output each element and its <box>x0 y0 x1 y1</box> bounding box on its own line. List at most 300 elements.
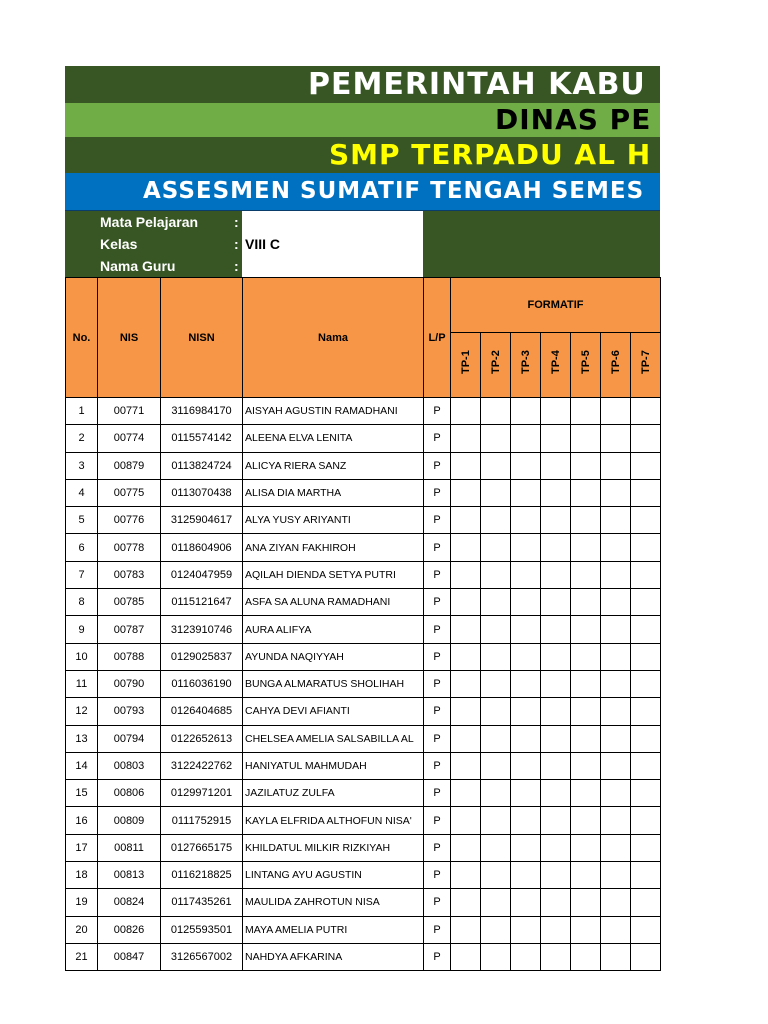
cell-no[interactable]: 18 <box>66 862 98 889</box>
cell-nisn[interactable]: 0118604906 <box>161 534 243 561</box>
cell-tp-1[interactable] <box>451 507 481 534</box>
cell-nama[interactable]: AQILAH DIENDA SETYA PUTRI <box>243 561 424 588</box>
cell-tp-1[interactable] <box>451 398 481 425</box>
cell-tp-1[interactable] <box>451 889 481 916</box>
cell-tp-5[interactable] <box>571 534 601 561</box>
cell-tp-7[interactable] <box>631 807 661 834</box>
cell-nis[interactable]: 00787 <box>98 616 161 643</box>
cell-tp-5[interactable] <box>571 398 601 425</box>
cell-tp-2[interactable] <box>481 834 511 861</box>
cell-tp-6[interactable] <box>601 943 631 970</box>
cell-tp-6[interactable] <box>601 698 631 725</box>
cell-tp-4[interactable] <box>541 398 571 425</box>
cell-nisn[interactable]: 0117435261 <box>161 889 243 916</box>
cell-nisn[interactable]: 3116984170 <box>161 398 243 425</box>
cell-tp-2[interactable] <box>481 452 511 479</box>
cell-tp-5[interactable] <box>571 616 601 643</box>
cell-no[interactable]: 11 <box>66 670 98 697</box>
cell-nisn[interactable]: 0125593501 <box>161 916 243 943</box>
cell-tp-5[interactable] <box>571 643 601 670</box>
cell-nama[interactable]: MAYA AMELIA PUTRI <box>243 916 424 943</box>
cell-tp-4[interactable] <box>541 589 571 616</box>
table-row <box>66 670 661 697</box>
cell-tp-6[interactable] <box>601 670 631 697</box>
mapel-label: Mata Pelajaran <box>100 214 199 230</box>
cell-tp-7[interactable] <box>631 834 661 861</box>
cell-lp[interactable]: P <box>424 507 451 534</box>
cell-tp-7[interactable] <box>631 534 661 561</box>
cell-nis[interactable]: 00803 <box>98 752 161 779</box>
cell-lp[interactable]: P <box>424 670 451 697</box>
cell-lp[interactable]: P <box>424 452 451 479</box>
cell-nis[interactable]: 00774 <box>98 425 161 452</box>
cell-nama[interactable]: ALEENA ELVA LENITA <box>243 425 424 452</box>
cell-tp-7[interactable] <box>631 916 661 943</box>
cell-tp-1[interactable] <box>451 834 481 861</box>
cell-tp-1[interactable] <box>451 862 481 889</box>
header-tp-4 <box>541 333 571 398</box>
cell-tp-5[interactable] <box>571 834 601 861</box>
header-tp-label: TP-5 <box>579 350 592 374</box>
cell-tp-5[interactable] <box>571 670 601 697</box>
cell-nama[interactable]: ALICYA RIERA SANZ <box>243 452 424 479</box>
cell-tp-6[interactable] <box>601 561 631 588</box>
cell-lp[interactable]: P <box>424 752 451 779</box>
table-row <box>66 889 661 916</box>
header-tp-7 <box>631 333 661 398</box>
cell-nama[interactable]: BUNGA ALMARATUS SHOLIHAH <box>243 670 424 697</box>
cell-tp-2[interactable] <box>481 425 511 452</box>
cell-no[interactable]: 19 <box>66 889 98 916</box>
cell-tp-5[interactable] <box>571 807 601 834</box>
cell-no[interactable]: 3 <box>66 452 98 479</box>
cell-tp-7[interactable] <box>631 780 661 807</box>
cell-tp-6[interactable] <box>601 780 631 807</box>
cell-nama[interactable]: ALYA YUSY ARIYANTI <box>243 507 424 534</box>
cell-nis[interactable]: 00778 <box>98 534 161 561</box>
cell-tp-6[interactable] <box>601 452 631 479</box>
cell-tp-5[interactable] <box>571 425 601 452</box>
cell-nis[interactable]: 00806 <box>98 780 161 807</box>
cell-nisn[interactable]: 0113824724 <box>161 452 243 479</box>
cell-tp-5[interactable] <box>571 752 601 779</box>
cell-lp[interactable]: P <box>424 479 451 506</box>
header-tp-label: TP-2 <box>489 350 502 374</box>
student-rows <box>66 398 661 971</box>
cell-tp-2[interactable] <box>481 670 511 697</box>
cell-tp-1[interactable] <box>451 643 481 670</box>
cell-tp-2[interactable] <box>481 398 511 425</box>
cell-nis[interactable]: 00879 <box>98 452 161 479</box>
cell-lp[interactable]: P <box>424 698 451 725</box>
cell-tp-3[interactable] <box>511 807 541 834</box>
cell-tp-5[interactable] <box>571 698 601 725</box>
cell-no[interactable]: 21 <box>66 943 98 970</box>
cell-tp-7[interactable] <box>631 643 661 670</box>
cell-tp-1[interactable] <box>451 752 481 779</box>
cell-no[interactable]: 7 <box>66 561 98 588</box>
score-sheet <box>65 66 660 971</box>
title-government: PEMERINTAH KABU <box>308 67 646 102</box>
header-tp-3 <box>511 333 541 398</box>
cell-tp-5[interactable] <box>571 479 601 506</box>
cell-tp-1[interactable] <box>451 916 481 943</box>
title-government-band <box>65 66 660 103</box>
title-department-band <box>65 103 660 137</box>
cell-tp-2[interactable] <box>481 780 511 807</box>
cell-tp-3[interactable] <box>511 889 541 916</box>
cell-no[interactable]: 17 <box>66 834 98 861</box>
table-row <box>66 698 661 725</box>
cell-nama[interactable]: AYUNDA NAQIYYAH <box>243 643 424 670</box>
guru-colon: : <box>234 258 239 274</box>
cell-nis[interactable]: 00809 <box>98 807 161 834</box>
cell-tp-6[interactable] <box>601 725 631 752</box>
cell-tp-4[interactable] <box>541 561 571 588</box>
student-table <box>65 277 661 971</box>
cell-no[interactable]: 4 <box>66 479 98 506</box>
cell-tp-3[interactable] <box>511 452 541 479</box>
table-row <box>66 425 661 452</box>
cell-nis[interactable]: 00824 <box>98 889 161 916</box>
cell-nama[interactable]: NAHDYA AFKARINA <box>243 943 424 970</box>
table-row <box>66 834 661 861</box>
header-nis: NIS <box>98 278 161 398</box>
cell-nama[interactable]: CAHYA DEVI AFIANTI <box>243 698 424 725</box>
cell-tp-3[interactable] <box>511 725 541 752</box>
cell-tp-7[interactable] <box>631 752 661 779</box>
cell-tp-4[interactable] <box>541 807 571 834</box>
header-tp-label: TP-1 <box>459 350 472 374</box>
cell-tp-3[interactable] <box>511 616 541 643</box>
cell-nama[interactable]: MAULIDA ZAHROTUN NISA <box>243 889 424 916</box>
cell-nisn[interactable]: 0124047959 <box>161 561 243 588</box>
cell-nis[interactable]: 00775 <box>98 479 161 506</box>
cell-nama[interactable]: JAZILATUZ ZULFA <box>243 780 424 807</box>
cell-nisn[interactable]: 0116036190 <box>161 670 243 697</box>
cell-lp[interactable]: P <box>424 862 451 889</box>
header-tp-label: TP-7 <box>639 350 652 374</box>
cell-lp[interactable]: P <box>424 616 451 643</box>
cell-tp-2[interactable] <box>481 807 511 834</box>
cell-no[interactable]: 2 <box>66 425 98 452</box>
cell-nis[interactable]: 00776 <box>98 507 161 534</box>
cell-nama[interactable]: AURA ALIFYA <box>243 616 424 643</box>
cell-tp-3[interactable] <box>511 698 541 725</box>
cell-nisn[interactable]: 0122652613 <box>161 725 243 752</box>
cell-tp-1[interactable] <box>451 943 481 970</box>
cell-tp-5[interactable] <box>571 725 601 752</box>
cell-tp-3[interactable] <box>511 425 541 452</box>
cell-nama[interactable]: HANIYATUL MAHMUDAH <box>243 752 424 779</box>
cell-nisn[interactable]: 0111752915 <box>161 807 243 834</box>
cell-tp-4[interactable] <box>541 698 571 725</box>
cell-tp-5[interactable] <box>571 916 601 943</box>
cell-nama[interactable]: ASFA SA ALUNA RAMADHANI <box>243 589 424 616</box>
cell-tp-2[interactable] <box>481 589 511 616</box>
cell-tp-6[interactable] <box>601 807 631 834</box>
table-row <box>66 725 661 752</box>
cell-tp-4[interactable] <box>541 479 571 506</box>
cell-tp-4[interactable] <box>541 780 571 807</box>
table-row <box>66 507 661 534</box>
cell-tp-7[interactable] <box>631 616 661 643</box>
cell-tp-4[interactable] <box>541 752 571 779</box>
cell-tp-2[interactable] <box>481 862 511 889</box>
cell-nisn[interactable]: 3122422762 <box>161 752 243 779</box>
cell-tp-4[interactable] <box>541 862 571 889</box>
cell-nis[interactable]: 00826 <box>98 916 161 943</box>
cell-tp-7[interactable] <box>631 862 661 889</box>
cell-tp-2[interactable] <box>481 479 511 506</box>
cell-tp-4[interactable] <box>541 534 571 561</box>
mapel-colon: : <box>234 214 239 230</box>
header-tp-6 <box>601 333 631 398</box>
cell-tp-3[interactable] <box>511 561 541 588</box>
cell-tp-5[interactable] <box>571 780 601 807</box>
cell-lp[interactable]: P <box>424 534 451 561</box>
table-row <box>66 643 661 670</box>
cell-tp-3[interactable] <box>511 643 541 670</box>
cell-tp-7[interactable] <box>631 507 661 534</box>
cell-nis[interactable]: 00788 <box>98 643 161 670</box>
cell-tp-2[interactable] <box>481 698 511 725</box>
cell-lp[interactable]: P <box>424 725 451 752</box>
cell-nisn[interactable]: 0127665175 <box>161 834 243 861</box>
cell-tp-6[interactable] <box>601 862 631 889</box>
cell-nisn[interactable]: 0126404685 <box>161 698 243 725</box>
cell-lp[interactable]: P <box>424 425 451 452</box>
cell-tp-1[interactable] <box>451 479 481 506</box>
cell-tp-7[interactable] <box>631 889 661 916</box>
cell-tp-4[interactable] <box>541 425 571 452</box>
cell-tp-1[interactable] <box>451 425 481 452</box>
cell-tp-7[interactable] <box>631 698 661 725</box>
cell-no[interactable]: 6 <box>66 534 98 561</box>
cell-nisn[interactable]: 0113070438 <box>161 479 243 506</box>
cell-tp-3[interactable] <box>511 916 541 943</box>
cell-tp-3[interactable] <box>511 507 541 534</box>
cell-tp-1[interactable] <box>451 561 481 588</box>
header-nisn: NISN <box>161 278 243 398</box>
cell-tp-2[interactable] <box>481 916 511 943</box>
cell-tp-1[interactable] <box>451 589 481 616</box>
title-school-band <box>65 137 660 173</box>
title-assessment-band <box>65 173 660 211</box>
cell-nama[interactable]: AISYAH AGUSTIN RAMADHANI <box>243 398 424 425</box>
cell-tp-3[interactable] <box>511 862 541 889</box>
cell-tp-6[interactable] <box>601 425 631 452</box>
cell-nis[interactable]: 00783 <box>98 561 161 588</box>
cell-lp[interactable]: P <box>424 916 451 943</box>
cell-nama[interactable]: CHELSEA AMELIA SALSABILLA AL <box>243 725 424 752</box>
cell-tp-7[interactable] <box>631 943 661 970</box>
cell-tp-5[interactable] <box>571 889 601 916</box>
cell-tp-6[interactable] <box>601 643 631 670</box>
cell-tp-4[interactable] <box>541 507 571 534</box>
cell-tp-1[interactable] <box>451 534 481 561</box>
cell-tp-7[interactable] <box>631 725 661 752</box>
kelas-value[interactable]: VIII C <box>245 236 281 252</box>
header-tp-label: TP-3 <box>519 350 532 374</box>
cell-nis[interactable]: 00790 <box>98 670 161 697</box>
cell-tp-7[interactable] <box>631 479 661 506</box>
cell-no[interactable]: 8 <box>66 589 98 616</box>
cell-no[interactable]: 15 <box>66 780 98 807</box>
cell-tp-7[interactable] <box>631 452 661 479</box>
cell-tp-1[interactable] <box>451 452 481 479</box>
cell-tp-3[interactable] <box>511 398 541 425</box>
cell-nisn[interactable]: 0115121647 <box>161 589 243 616</box>
cell-tp-2[interactable] <box>481 943 511 970</box>
cell-no[interactable]: 1 <box>66 398 98 425</box>
cell-nama[interactable]: LINTANG AYU AGUSTIN <box>243 862 424 889</box>
table-row <box>66 780 661 807</box>
cell-tp-4[interactable] <box>541 670 571 697</box>
cell-tp-7[interactable] <box>631 561 661 588</box>
cell-tp-2[interactable] <box>481 561 511 588</box>
table-row <box>66 943 661 970</box>
header-tp-2 <box>481 333 511 398</box>
table-row <box>66 807 661 834</box>
cell-tp-4[interactable] <box>541 943 571 970</box>
cell-no[interactable]: 5 <box>66 507 98 534</box>
cell-tp-3[interactable] <box>511 752 541 779</box>
cell-tp-6[interactable] <box>601 916 631 943</box>
cell-tp-3[interactable] <box>511 589 541 616</box>
cell-tp-6[interactable] <box>601 507 631 534</box>
cell-tp-4[interactable] <box>541 452 571 479</box>
cell-lp[interactable]: P <box>424 561 451 588</box>
table-row <box>66 479 661 506</box>
cell-no[interactable]: 16 <box>66 807 98 834</box>
cell-tp-5[interactable] <box>571 589 601 616</box>
table-row <box>66 534 661 561</box>
table-row <box>66 452 661 479</box>
cell-nisn[interactable]: 0129025837 <box>161 643 243 670</box>
cell-tp-6[interactable] <box>601 752 631 779</box>
cell-tp-5[interactable] <box>571 452 601 479</box>
cell-tp-6[interactable] <box>601 534 631 561</box>
table-row <box>66 862 661 889</box>
cell-nisn[interactable]: 0129971201 <box>161 780 243 807</box>
cell-no[interactable]: 12 <box>66 698 98 725</box>
header-formatif: FORMATIF <box>451 278 661 333</box>
cell-tp-2[interactable] <box>481 534 511 561</box>
cell-tp-1[interactable] <box>451 698 481 725</box>
cell-tp-4[interactable] <box>541 616 571 643</box>
cell-tp-2[interactable] <box>481 616 511 643</box>
cell-tp-2[interactable] <box>481 725 511 752</box>
cell-lp[interactable]: P <box>424 643 451 670</box>
cell-nis[interactable]: 00811 <box>98 834 161 861</box>
cell-nama[interactable]: ALISA DIA MARTHA <box>243 479 424 506</box>
cell-nama[interactable]: ANA ZIYAN FAKHIROH <box>243 534 424 561</box>
cell-tp-2[interactable] <box>481 752 511 779</box>
cell-tp-2[interactable] <box>481 643 511 670</box>
cell-nama[interactable]: KAYLA ELFRIDA ALTHOFUN NISA' <box>243 807 424 834</box>
cell-tp-6[interactable] <box>601 616 631 643</box>
header-tp-label: TP-4 <box>549 350 562 374</box>
cell-tp-5[interactable] <box>571 561 601 588</box>
cell-tp-3[interactable] <box>511 780 541 807</box>
cell-tp-5[interactable] <box>571 943 601 970</box>
cell-nisn[interactable]: 3126567002 <box>161 943 243 970</box>
cell-tp-3[interactable] <box>511 479 541 506</box>
cell-tp-7[interactable] <box>631 670 661 697</box>
header-lp: L/P <box>424 278 451 398</box>
cell-tp-1[interactable] <box>451 616 481 643</box>
header-tp-label: TP-6 <box>609 350 622 374</box>
cell-tp-7[interactable] <box>631 589 661 616</box>
cell-tp-4[interactable] <box>541 643 571 670</box>
cell-tp-4[interactable] <box>541 916 571 943</box>
cell-tp-6[interactable] <box>601 834 631 861</box>
title-assessment: ASSESMEN SUMATIF TENGAH SEMES <box>143 178 645 204</box>
cell-nis[interactable]: 00813 <box>98 862 161 889</box>
cell-lp[interactable]: P <box>424 398 451 425</box>
cell-lp[interactable]: P <box>424 807 451 834</box>
cell-lp[interactable]: P <box>424 589 451 616</box>
cell-tp-6[interactable] <box>601 889 631 916</box>
cell-tp-1[interactable] <box>451 780 481 807</box>
cell-tp-1[interactable] <box>451 807 481 834</box>
cell-nama[interactable]: KHILDATUL MILKIR RIZKIYAH <box>243 834 424 861</box>
title-school: SMP TERPADU AL H <box>329 138 652 171</box>
cell-no[interactable]: 13 <box>66 725 98 752</box>
title-department: DINAS PE <box>495 103 652 136</box>
cell-lp[interactable]: P <box>424 889 451 916</box>
cell-lp[interactable]: P <box>424 780 451 807</box>
cell-tp-1[interactable] <box>451 670 481 697</box>
cell-tp-2[interactable] <box>481 889 511 916</box>
cell-nisn[interactable]: 0115574142 <box>161 425 243 452</box>
cell-no[interactable]: 20 <box>66 916 98 943</box>
cell-tp-3[interactable] <box>511 670 541 697</box>
cell-tp-7[interactable] <box>631 398 661 425</box>
cell-nisn[interactable]: 0116218825 <box>161 862 243 889</box>
guru-label: Nama Guru <box>100 258 176 274</box>
cell-nis[interactable]: 00794 <box>98 725 161 752</box>
cell-nis[interactable]: 00847 <box>98 943 161 970</box>
cell-lp[interactable]: P <box>424 943 451 970</box>
cell-nisn[interactable]: 3125904617 <box>161 507 243 534</box>
cell-tp-5[interactable] <box>571 507 601 534</box>
cell-tp-6[interactable] <box>601 479 631 506</box>
cell-tp-4[interactable] <box>541 889 571 916</box>
cell-no[interactable]: 10 <box>66 643 98 670</box>
cell-no[interactable]: 9 <box>66 616 98 643</box>
cell-tp-2[interactable] <box>481 507 511 534</box>
cell-tp-4[interactable] <box>541 725 571 752</box>
cell-tp-6[interactable] <box>601 589 631 616</box>
cell-tp-7[interactable] <box>631 425 661 452</box>
cell-tp-5[interactable] <box>571 862 601 889</box>
cell-nis[interactable]: 00793 <box>98 698 161 725</box>
cell-tp-6[interactable] <box>601 398 631 425</box>
header-tp-1 <box>451 333 481 398</box>
cell-tp-4[interactable] <box>541 834 571 861</box>
cell-lp[interactable]: P <box>424 834 451 861</box>
cell-tp-1[interactable] <box>451 725 481 752</box>
cell-nis[interactable]: 00771 <box>98 398 161 425</box>
cell-nis[interactable]: 00785 <box>98 589 161 616</box>
cell-tp-3[interactable] <box>511 834 541 861</box>
cell-tp-3[interactable] <box>511 534 541 561</box>
cell-tp-3[interactable] <box>511 943 541 970</box>
cell-no[interactable]: 14 <box>66 752 98 779</box>
cell-nisn[interactable]: 3123910746 <box>161 616 243 643</box>
